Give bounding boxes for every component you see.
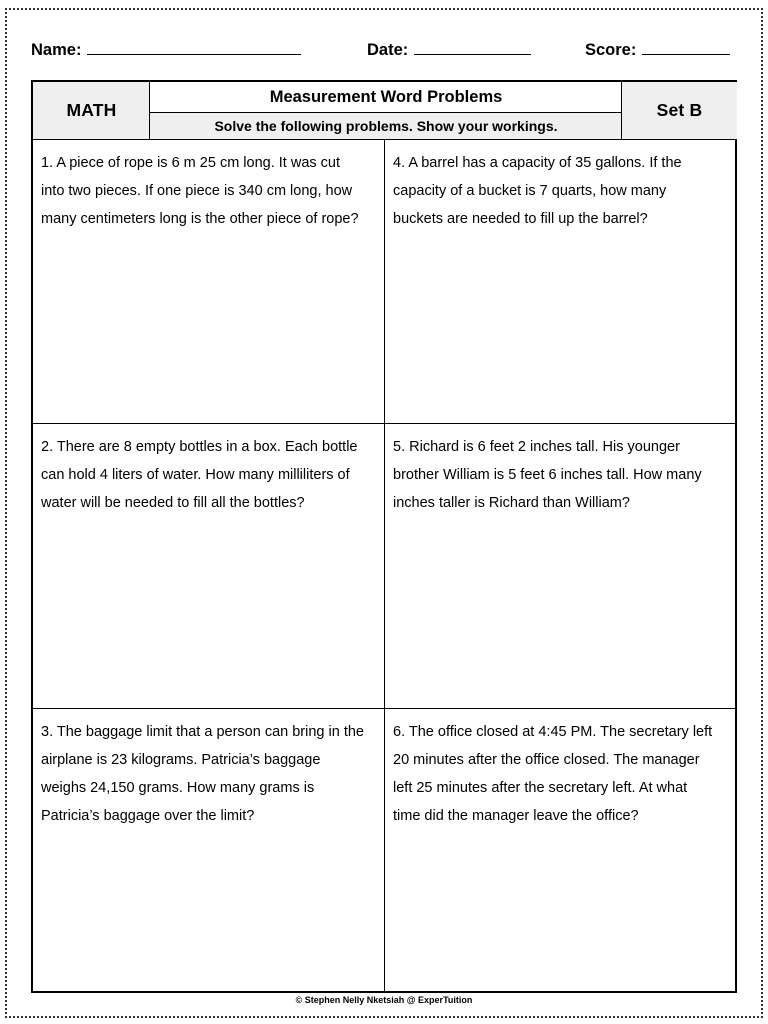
problem-text-line: can hold 4 liters of water. How many milliliters of [41,467,350,483]
problem-text-line: weighs 24,150 grams. How many grams is [41,780,315,796]
set-cell [622,82,737,139]
problem-text-line: buckets are needed to fill up the barrel? [393,211,648,227]
subject-cell [33,82,150,139]
instructions-text: Solve the following problems. Show your workings. [214,118,558,134]
problem-text-line: airplane is 23 kilograms. Patricia’s baggage [41,752,321,768]
worksheet-title: Measurement Word Problems [269,87,503,106]
problem-cell[interactable] [385,140,735,423]
problem-text-line: 6. The office closed at 4:45 PM. The secretary left [393,724,713,740]
score-blank[interactable] [642,39,730,55]
date-field[interactable] [367,39,531,60]
problem-cell[interactable] [385,709,735,991]
worksheet-table [31,80,737,993]
subject-label: MATH [66,100,117,120]
date-blank[interactable] [414,39,531,55]
problem-text-line: into two pieces. If one piece is 340 cm long, how [41,183,353,199]
problem-text-line: inches taller is Richard than William? [393,495,630,511]
problem-cell[interactable] [385,424,735,708]
problem-text-line: 5. Richard is 6 feet 2 inches tall. His younger [393,439,680,455]
score-label: Score: [585,41,637,59]
set-label: Set B [656,100,703,120]
problem-text-line: 1. A piece of rope is 6 m 25 cm long. It was cut [41,155,341,171]
problem-text-line: 4. A barrel has a capacity of 35 gallons. If the [393,155,682,171]
problem-text-line: time did the manager leave the office? [393,808,639,824]
problem-text-line: capacity of a bucket is 7 quarts, how many [393,183,667,199]
title-divider [150,112,621,113]
problem-cell[interactable] [33,709,383,991]
name-blank[interactable] [87,39,301,55]
copyright-footer: © Stephen Nelly Nketsiah @ ExperTuition [295,995,473,1005]
name-field[interactable] [31,39,301,60]
date-label: Date: [367,41,409,59]
problem-text-line: brother William is 5 feet 6 inches tall. How many [393,467,702,483]
problem-text-line: 2. There are 8 empty bottles in a box. Each bottle [41,439,358,455]
problem-cell[interactable] [33,140,383,423]
problem-text-line: left 25 minutes after the secretary left. At what [393,780,688,796]
problem-text-line: many centimeters long is the other piece of rope? [41,211,359,227]
title-cell [150,82,622,112]
problem-text-line: 20 minutes after the office closed. The manager [393,752,700,768]
name-label: Name: [31,41,82,59]
header-divider [149,82,150,139]
score-field[interactable] [585,39,730,60]
problem-text-line: water will be needed to fill all the bottles? [41,495,305,511]
instructions-cell [150,113,622,139]
problem-text-line: 3. The baggage limit that a person can bring in the [41,724,364,740]
problem-text-line: Patricia’s baggage over the limit? [41,808,255,824]
problem-cell[interactable] [33,424,383,708]
header-divider [621,82,622,139]
